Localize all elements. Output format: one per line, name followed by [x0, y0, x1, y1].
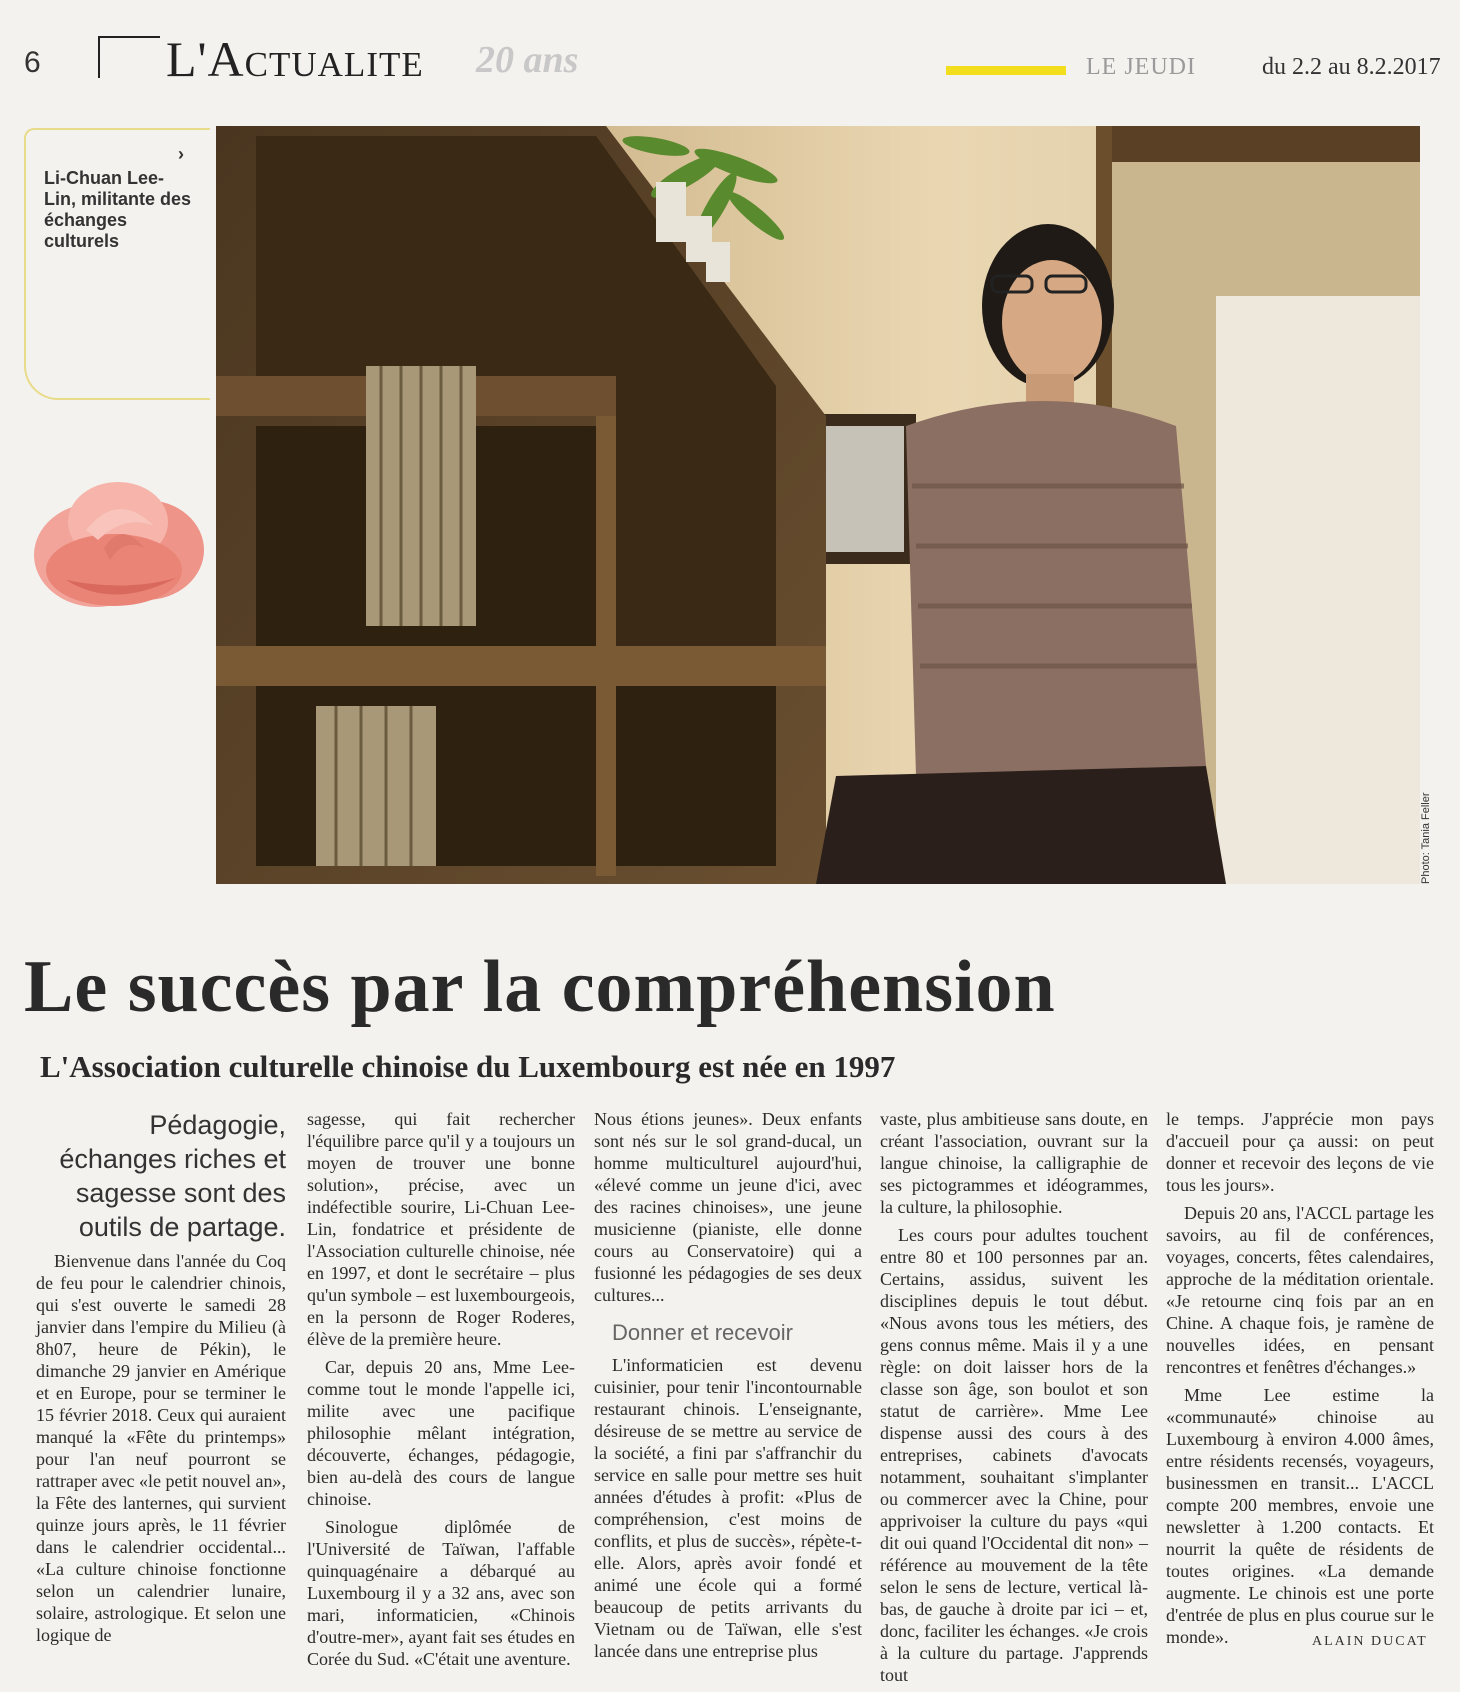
- rose-icon: [26, 460, 210, 620]
- accent-bar: [946, 66, 1066, 75]
- caption-arrow-icon: ›: [178, 144, 184, 164]
- paragraph: Depuis 20 ans, l'ACCL partage les savoirs, au fil de conférences, voyages, concerts, fêtes calendaires, approche de la méditation orientale. «Je retourne cinq fois par an en Chine. A chaque fois, je ramène de nouvelles idées, en pensant rencontres et fenêtres d'échanges.»: [1166, 1203, 1434, 1377]
- paragraph: Bienvenue dans l'année du Coq de feu pour le calendrier chinois, qui s'est ouverte le samedi 28 janvier dans l'empire du Milieu (à 8h07, heure de Pékin), le dimanche 29 janvier en Amérique et en Europe, pour se terminer le 15 février 2018. Ceux qui auraient manqué la «Fête du printemps» pour l'an neuf pourront se rattraper avec «le petit nouvel an», la Fête des lanternes, qui survient quinze jours après, le 11 février dans le calendrier occidental... «La culture chinoise fonctionne selon un calendrier lunaire, solaire, astrologique. Et selon une logique de: [36, 1251, 286, 1645]
- photo-caption: Li-Chuan Lee-Lin, militante des échanges culturels: [44, 168, 192, 251]
- paragraph: le temps. J'apprécie mon pays d'accueil pour ça aussi: on peut donner et recevoir des leçons de vie tous les jours».: [1166, 1109, 1434, 1195]
- article-column-3: [594, 1108, 862, 1668]
- intro-deck: Pédagogie, échanges riches et sagesse sont des outils de partage.: [59, 1110, 286, 1242]
- anniversary-label: 20 ans: [476, 39, 579, 81]
- headline: Le succès par la compréhension: [24, 946, 1056, 1028]
- article-column-5: [1166, 1108, 1434, 1654]
- page-number: 6: [24, 46, 41, 79]
- subheadline: L'Association culturelle chinoise du Luxembourg est née en 1997: [40, 1049, 896, 1084]
- section-title: L'Actualite: [166, 31, 424, 87]
- paragraph: Mme Lee estime la «communauté» chinoise au Luxembourg à environ 4.000 âmes, entre résidents recensés, voyageurs, businessmen en transit... L'ACCL compte 200 membres, envoie une newsletter à 1.200 contacts. Et nourrit la quête de résidents de toutes origines. «La demande augmente. Le chinois est une porte d'entrée de plus en plus courue sur le monde».: [1166, 1385, 1434, 1647]
- paragraph: Les cours pour adultes touchent entre 80 et 100 personnes par an. Certains, assidus, suivent les disciplines depuis le tout début. «Nous avons tous les métiers, des gens connus même. Mais il y a une règle: on doit laisser hors de la classe son âge, son boulot et son statut de carrière». Mme Lee dispense aussi des cours à des entreprises, cabinets d'avocats notamment, souhaitant s'implanter ou commercer avec la Chine, pour apprivoiser la culture du pays «qui dit oui quand l'Occidental dit non» – référence au mouvement de la tête selon le sens de lecture, vertical là-bas, de gauche à droite par ici – et, donc, faciliter les échanges. «Je crois à la culture du partage. J'apprends tout: [880, 1225, 1148, 1685]
- publication-name: LE JEUDI: [1086, 54, 1196, 80]
- paragraph: Sinologue diplômée de l'Université de Taïwan, l'affable quinquagénaire a débarqué au Luxembourg il y a 32 ans, avec son mari, informaticien, «Chinois d'outre-mer», ayant fait ses études en Corée du Sud. «C'était une aventure.: [307, 1517, 575, 1669]
- issue-dates: du 2.2 au 8.2.2017: [1262, 54, 1441, 80]
- byline: ALAIN DUCAT: [1312, 1634, 1428, 1649]
- article-column-2: [307, 1108, 575, 1676]
- paragraph: Car, depuis 20 ans, Mme Lee-comme tout le monde l'appelle ici, milite avec une pacifique philosophie mêlant intégration, découverte, échanges, pédagogie, bien au-delà des cours de langue chinoise.: [307, 1357, 575, 1509]
- paragraph: sagesse, qui fait rechercher l'équilibre parce qu'il y a toujours un moyen de trouver une bonne solution», précise, avec un indéfectible sourire, Li-Chuan Lee-Lin, fondatrice et présidente de l'Association culturelle chinoise, née en 1997, et dont le secrétaire – plus qu'un symbole – est luxembourgeois, en la personn de Roger Roderes, élève de la première heure.: [307, 1109, 575, 1349]
- header-rule-horizontal: [98, 36, 160, 38]
- article-photo: [216, 126, 1420, 884]
- paragraph: vaste, plus ambitieuse sans doute, en créant l'association, ouvrant sur la langue chinoise, la calligraphie de ses pictogrammes et idéogrammes, la culture, la philosophie.: [880, 1109, 1148, 1217]
- article-column-1: [36, 1108, 286, 1652]
- header-rule-vertical: [98, 38, 100, 78]
- paragraph: L'informaticien est devenu cuisinier, pour tenir l'incontournable restaurant chinois. L'enseignante, désireuse de se mettre au service de la société, a fini par s'affranchir du service en salle pour mettre ses huit années d'études à profit: «Plus de compréhension, c'est moins de conflits, et plus de succès», répète-t-elle. Alors, après avoir fondé et animé une école qui a formé beaucoup de petits arrivants du Vietnam ou de Taïwan, elle s'est lancée dans une entreprise plus: [594, 1355, 862, 1661]
- article-column-4: [880, 1108, 1148, 1692]
- photo-credit: Photo: Tania Feller: [1420, 792, 1432, 884]
- paragraph: Nous étions jeunes». Deux enfants sont nés sur le sol grand-ducal, un homme multiculturel aujourd'hui, «élevé comme un jeune d'ici, avec des racines chinoises», une jeune musicienne (pianiste, elle donne cours au Conservatoire) qui a fusionné les pédagogies de ses deux cultures...: [594, 1109, 862, 1305]
- section-subtitle: Donner et recevoir: [612, 1320, 793, 1345]
